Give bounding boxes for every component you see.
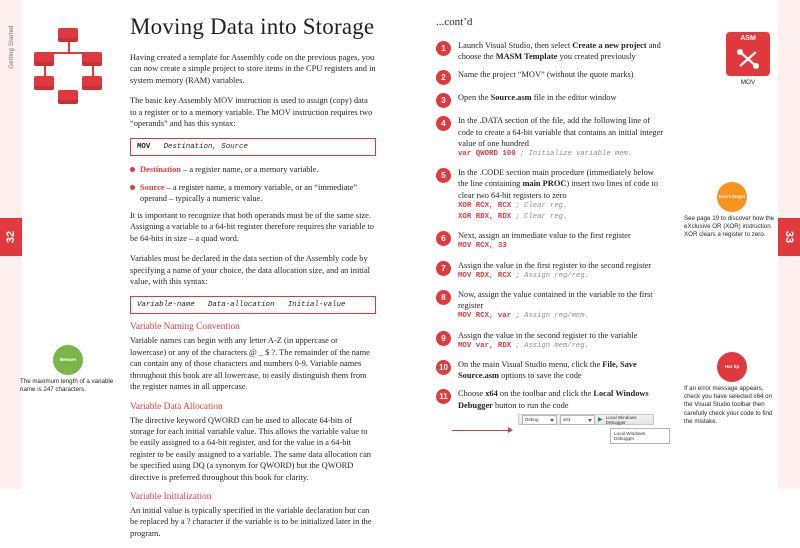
right-column: [436, 14, 666, 418]
asm-chip-icon: [726, 32, 770, 76]
tip-hot-tip-text: If an error message appears, check you have selected x64 on the Visual Studio toolbar then carefully check your code to find the mistake.: [684, 385, 773, 425]
page-number-left: [0, 218, 22, 256]
step-number: 9: [436, 331, 451, 346]
step-item: [436, 167, 666, 223]
text-data-allocation: The directive keyword QWORD can be used to allocate 64-bits of storage for each initial variable value. This allows the variable value to be easily assigned to a 64-bit register, and for the value in a 64-bit register to be easily assigned to a variable. The same data allocation can be specified using DQ (a synonym for QWORD) but the QWORD directive is preferred throughout this book for clarity.: [130, 415, 371, 482]
vs-debug-dropdown[interactable]: Debug: [522, 415, 557, 425]
step-text: On the main Visual Studio menu, click the File, Save Source.asm options to save the code: [458, 360, 637, 381]
step-text: Open the Source.asm file in the editor window: [458, 93, 617, 103]
code-comment: ; Clear reg.: [511, 213, 568, 222]
paragraph-3: It is important to recognize that both operands must be of the same size. Assigning a variable to a 64-bit register therefore requires the variable to be 64-bits in size – a quad word.: [130, 211, 374, 243]
step-text: Now, assign the value contained in the variable to the first register MOV RCX, var ; Assign reg/mem.: [458, 289, 666, 323]
step-number: 6: [436, 231, 451, 246]
code-line: MOV RDX, RCX ; Assign reg/reg.: [458, 271, 589, 280]
mov-syntax-box: [130, 138, 376, 156]
step-number: 10: [436, 360, 451, 375]
paragraph-4: Variables must be declared in the data section of the Assembly code by specifying a name of your choice, the data allocation size, and an initial value, with this syntax:: [130, 254, 370, 287]
code-line: XOR RDX, RDX ; Clear reg.: [458, 213, 568, 222]
storage-cubes-graphic: [28, 28, 124, 118]
bullet-destination-term: Destination: [140, 165, 181, 175]
tools-icon: [726, 45, 770, 75]
code-line: MOV var, RDX ; Assign mem/reg.: [458, 341, 589, 350]
tip-dont-forget-text: See page 19 to discover how the eXclusive OR (XOR) instruction XOR clears a register to zero.: [684, 215, 775, 239]
mov-syntax-sep: ,: [212, 143, 217, 152]
callout-arrow-line: [452, 430, 508, 431]
code-line: var QWORD 100 ; Initialize variable mem.: [458, 150, 633, 159]
step-number: 5: [436, 168, 451, 183]
page-number-right-value: 33: [783, 230, 795, 244]
step-item: [436, 260, 666, 282]
bullet-source-term: Source: [140, 182, 165, 192]
callout-arrow-head: [508, 427, 513, 433]
page-number-left-value: 32: [5, 230, 17, 244]
cube-bottom-right: [82, 76, 102, 90]
step-text: Launch Visual Studio, then select Create a new project and choose the MASM Template you created previously: [458, 41, 661, 62]
bullet-dot-icon: [130, 167, 135, 172]
cube-mid-left: [34, 52, 54, 66]
mov-syntax-op: MOV: [137, 143, 151, 152]
code-line: XOR RCX, RCX ; Clear reg.: [458, 201, 568, 210]
step-text: Assign the value in the second register to the variable MOV var, RDX ; Assign mem/reg.: [458, 330, 637, 352]
step-item: [436, 115, 666, 160]
cube-bottom-center: [58, 90, 78, 104]
step-text: Choose x64 on the toolbar and click the Local Windows Debugger button to run the code: [458, 389, 649, 410]
step-number: 4: [436, 116, 451, 131]
step-number: 1: [436, 41, 451, 56]
code-comment: ; Assign mem/reg.: [511, 341, 589, 350]
decl-value: Initial-value: [287, 301, 346, 310]
page-title: Moving Data into Storage: [130, 14, 375, 39]
step-number: 8: [436, 290, 451, 305]
code-line: MOV RCX, 33: [458, 242, 507, 251]
mov-syntax-src: Source: [221, 143, 248, 152]
contd-label: ...cont’d: [436, 16, 473, 28]
page-number-right: [778, 218, 800, 256]
decl-name: Variable-name: [137, 301, 195, 310]
cube-connector-3: [92, 66, 94, 76]
step-text: In the .CODE section main procedure (immediately below the line containing main PROC) insert two lines of code to clear two 64-bit registers to zero XOR RCX, RCX ; Clear reg. XOR RDX, RDX ; Clear reg.: [458, 167, 666, 223]
mov-syntax-dest: Destination: [163, 143, 213, 152]
asm-sidebar-card: [724, 32, 772, 86]
asm-caption: MOV: [740, 79, 756, 86]
vs-platform-dropdown[interactable]: x64: [560, 415, 595, 425]
code-comment: ; Assign reg/mem.: [511, 312, 589, 321]
cube-connector: [68, 42, 70, 52]
cube-bottom-left: [34, 76, 54, 90]
text-naming-convention: Variable names can begin with any letter A-Z (in uppercase or lowercase) or any of the characters @ _ $ ?. The remainder of the name can contain any of those characters and numbers 0-9. Variable names throughout this book are all lowercase, to easily distinguish them from the register names in all uppercase.: [130, 336, 370, 392]
step-text: Name the project “MOV” (without the quote marks): [458, 70, 634, 80]
step-item: [436, 69, 666, 85]
code-comment: ; Initialize variable mem.: [515, 150, 633, 159]
cube-connector-2: [44, 66, 46, 76]
text-initialization: An initial value is typically specified in the variable declaration but can be replaced by a ? character if the variable is to be initialized later in the program.: [130, 505, 372, 538]
step-item: [436, 330, 666, 352]
heading-data-allocation: Variable Data Allocation: [130, 401, 223, 412]
step-item: [436, 40, 666, 62]
vs-toolbar: [518, 414, 654, 425]
run-icon[interactable]: ▶: [598, 416, 603, 423]
cube-top: [58, 28, 78, 42]
step-text: Next, assign an immediate value to the first register MOV RCX, 33: [458, 230, 631, 252]
bullet-destination: [130, 164, 376, 175]
tip-dont-forget: [684, 182, 780, 240]
running-head: Getting Started: [9, 25, 15, 69]
tip-beware: [20, 345, 116, 394]
vs-tooltip: Local Windows Debugger: [610, 428, 670, 444]
code-comment: ; Assign reg/reg.: [511, 271, 589, 280]
tip-hot-tip: [684, 352, 780, 426]
step-text: Assign the value in the first register to the second register MOV RDX, RCX ; Assign reg/reg.: [458, 260, 651, 282]
cube-connector-h: [44, 52, 92, 54]
code-comment: ; Clear reg.: [511, 201, 568, 210]
paragraph-1: Having created a template for Assembly code on the previous pages, you can now create a simple project to store items in the CPU registers and in system memory (RAM) variables.: [130, 53, 376, 85]
bullet-source-text: – a register name, a memory variable, or an “immediate” operand – typically a numeric value.: [140, 182, 358, 203]
step-text: In the .DATA section of the file, add the following line of code to create a 64-bit variable that contains an initial integer value of one hundred var QWORD 100 ; Initialize variable mem.: [458, 115, 666, 160]
tip-beware-text: The maximum length of a variable name is 247 characters.: [20, 378, 114, 394]
hot-tip-icon: Hot tip: [717, 352, 747, 382]
code-line: MOV RCX, var ; Assign reg/mem.: [458, 312, 589, 321]
step-number: 11: [436, 389, 451, 404]
paragraph-2: The basic key Assembly MOV instruction is used to assign (copy) data to a register or to a memory variable. The MOV instruction requires two “operands” and has this syntax:: [130, 96, 373, 129]
bullet-source: [130, 182, 376, 204]
vs-run-label[interactable]: Local Windows Debugger: [605, 414, 637, 425]
step-item: [436, 230, 666, 252]
steps-list: [436, 40, 666, 411]
bullet-destination-text: – a register name, or a memory variable.: [180, 165, 319, 175]
decl-size: Data-allocation: [207, 301, 275, 310]
step-item: [436, 359, 666, 381]
dont-forget-icon: Don’t forget: [717, 182, 747, 212]
declaration-syntax-box: [130, 296, 376, 314]
bullet-dot-icon: [130, 185, 135, 190]
step-number: 2: [436, 70, 451, 85]
step-number: 7: [436, 261, 451, 276]
asm-chip-label: ASM: [740, 35, 756, 42]
visual-studio-toolbar-figure: [500, 408, 660, 456]
step-item: [436, 289, 666, 323]
step-item: [436, 92, 666, 108]
beware-icon: Beware: [53, 345, 83, 375]
cube-mid-right: [82, 52, 102, 66]
heading-initialization: Variable Initialization: [130, 491, 212, 502]
heading-naming-convention: Variable Naming Convention: [130, 322, 240, 333]
step-number: 3: [436, 93, 451, 108]
left-column: [130, 14, 376, 548]
